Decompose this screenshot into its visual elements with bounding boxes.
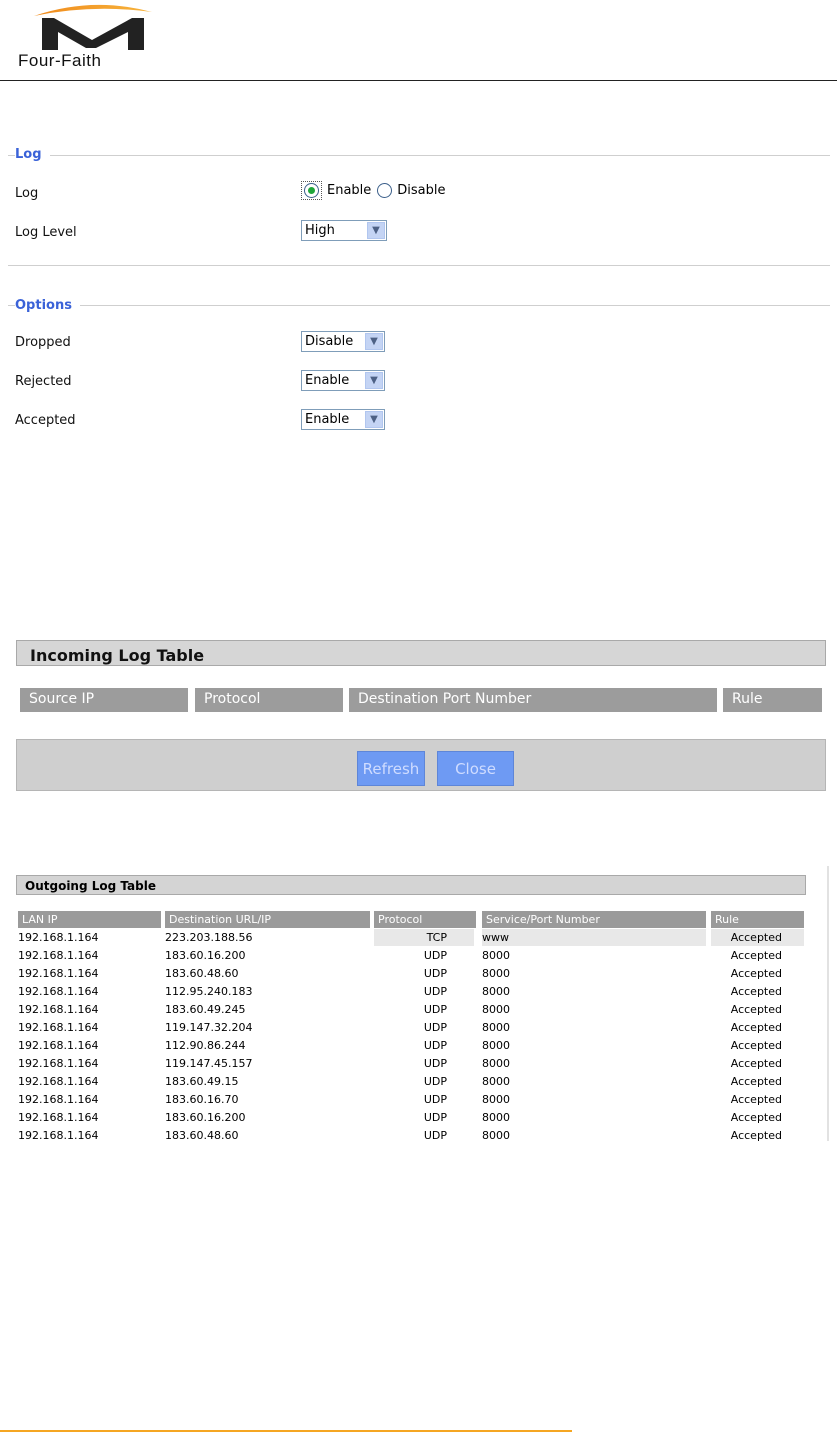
incoming-header-protocol: Protocol (195, 688, 343, 712)
log-disable-radio[interactable] (377, 183, 392, 198)
row-rule: Accepted (730, 1111, 782, 1124)
refresh-button[interactable]: Refresh (357, 751, 425, 786)
row-protocol: UDP (423, 1129, 447, 1141)
row-service-port: 8000 (482, 1093, 510, 1106)
table-row (16, 1001, 806, 1019)
close-button[interactable]: Close (437, 751, 514, 786)
incoming-log-title: Incoming Log Table (16, 640, 826, 666)
row-protocol: UDP (423, 1057, 447, 1070)
rejected-select[interactable] (301, 370, 385, 391)
table-row (16, 1055, 806, 1073)
row-lan-ip: 192.168.1.164 (18, 931, 99, 944)
row-service-port: 8000 (482, 949, 510, 962)
outgoing-log-frame[interactable] (16, 866, 829, 1141)
row-protocol: UDP (423, 1039, 447, 1052)
chevron-down-icon[interactable]: ▼ (365, 411, 383, 428)
outgoing-log-title: Outgoing Log Table (16, 875, 806, 895)
log-disable-label[interactable]: Disable (397, 183, 446, 198)
row-service-port: www (482, 929, 706, 946)
log-level-select[interactable] (301, 220, 387, 241)
row-rule: Accepted (730, 1021, 782, 1034)
row-destination: 183.60.48.60 (165, 1129, 239, 1141)
outgoing-scrollbar[interactable] (827, 866, 829, 1141)
outgoing-header-protocol: Protocol (374, 911, 476, 928)
row-service-port: 8000 (482, 1129, 510, 1141)
log-level-value: High (305, 223, 335, 238)
row-lan-ip: 192.168.1.164 (18, 1093, 99, 1106)
table-row (16, 1073, 806, 1091)
rejected-value: Enable (305, 373, 350, 388)
row-destination: 112.90.86.244 (165, 1039, 246, 1052)
log-level-label: Log Level (15, 225, 77, 240)
row-service-port: 8000 (482, 967, 510, 980)
row-rule: Accepted (730, 1039, 782, 1052)
row-lan-ip: 192.168.1.164 (18, 1039, 99, 1052)
row-protocol: UDP (423, 1111, 447, 1124)
dropped-select[interactable] (301, 331, 385, 352)
table-row (16, 947, 806, 965)
row-destination: 183.60.16.200 (165, 1111, 246, 1124)
four-faith-logo-icon (32, 2, 154, 54)
row-service-port: 8000 (482, 985, 510, 998)
row-destination: 112.95.240.183 (165, 985, 253, 998)
outgoing-header-service-port: Service/Port Number (482, 911, 706, 928)
row-protocol: UDP (423, 1093, 447, 1106)
row-service-port: 8000 (482, 1075, 510, 1088)
table-row (16, 929, 806, 947)
row-lan-ip: 192.168.1.164 (18, 1075, 99, 1088)
row-destination: 223.203.188.56 (165, 931, 253, 944)
table-row (16, 1019, 806, 1037)
outgoing-header-rule: Rule (711, 911, 804, 928)
row-protocol: TCP (374, 929, 474, 946)
row-rule: Accepted (711, 929, 804, 946)
table-row (16, 1109, 806, 1127)
row-destination: 183.60.48.60 (165, 967, 239, 980)
row-protocol: UDP (423, 985, 447, 998)
row-rule: Accepted (730, 1129, 782, 1141)
log-legend: Log (15, 147, 50, 162)
row-rule: Accepted (730, 967, 782, 980)
outgoing-header-lan-ip: LAN IP (18, 911, 161, 928)
accepted-value: Enable (305, 412, 350, 427)
accepted-label: Accepted (15, 413, 76, 428)
dropped-label: Dropped (15, 335, 71, 350)
row-destination: 183.60.49.15 (165, 1075, 239, 1088)
table-row (16, 983, 806, 1001)
chevron-down-icon[interactable]: ▼ (367, 222, 385, 239)
row-lan-ip: 192.168.1.164 (18, 1021, 99, 1034)
chevron-down-icon[interactable]: ▼ (365, 372, 383, 389)
row-protocol: UDP (423, 1003, 447, 1016)
dropped-value: Disable (305, 334, 354, 349)
row-lan-ip: 192.168.1.164 (18, 1129, 99, 1141)
log-radio-group (301, 181, 452, 200)
row-protocol: UDP (423, 949, 447, 962)
four-faith-logo (14, 0, 164, 72)
outgoing-header-destination: Destination URL/IP (165, 911, 370, 928)
row-service-port: 8000 (482, 1021, 510, 1034)
incoming-header-rule: Rule (723, 688, 822, 712)
row-protocol: UDP (423, 1075, 447, 1088)
row-lan-ip: 192.168.1.164 (18, 1003, 99, 1016)
row-rule: Accepted (730, 1075, 782, 1088)
header-divider (0, 80, 837, 81)
row-service-port: 8000 (482, 1003, 510, 1016)
row-rule: Accepted (730, 1003, 782, 1016)
table-row (16, 1037, 806, 1055)
row-destination: 119.147.45.157 (165, 1057, 253, 1070)
incoming-header-source-ip: Source IP (20, 688, 188, 712)
log-fieldset-bottom (8, 265, 830, 266)
table-row (16, 1091, 806, 1109)
row-rule: Accepted (730, 1057, 782, 1070)
log-label: Log (15, 186, 39, 201)
row-lan-ip: 192.168.1.164 (18, 967, 99, 980)
table-row (16, 1127, 806, 1141)
log-enable-label[interactable]: Enable (327, 183, 372, 198)
options-fieldset-border (8, 305, 830, 306)
table-row (16, 965, 806, 983)
rejected-label: Rejected (15, 374, 72, 389)
log-enable-radio[interactable] (304, 183, 319, 198)
row-destination: 183.60.16.70 (165, 1093, 239, 1106)
chevron-down-icon[interactable]: ▼ (365, 333, 383, 350)
options-legend: Options (15, 298, 80, 313)
accepted-select[interactable] (301, 409, 385, 430)
log-enable-radio-focus[interactable] (301, 181, 322, 200)
row-protocol: UDP (423, 1021, 447, 1034)
incoming-header-dest-port: Destination Port Number (349, 688, 717, 712)
row-lan-ip: 192.168.1.164 (18, 1111, 99, 1124)
row-destination: 183.60.49.245 (165, 1003, 246, 1016)
row-service-port: 8000 (482, 1111, 510, 1124)
log-fieldset-border (8, 155, 830, 156)
row-lan-ip: 192.168.1.164 (18, 1057, 99, 1070)
row-lan-ip: 192.168.1.164 (18, 949, 99, 962)
row-rule: Accepted (730, 1093, 782, 1106)
row-destination: 183.60.16.200 (165, 949, 246, 962)
row-rule: Accepted (730, 949, 782, 962)
row-protocol: UDP (423, 967, 447, 980)
row-destination: 119.147.32.204 (165, 1021, 253, 1034)
row-rule: Accepted (730, 985, 782, 998)
row-service-port: 8000 (482, 1057, 510, 1070)
row-lan-ip: 192.168.1.164 (18, 985, 99, 998)
logo-text: Four-Faith (18, 51, 102, 70)
row-service-port: 8000 (482, 1039, 510, 1052)
